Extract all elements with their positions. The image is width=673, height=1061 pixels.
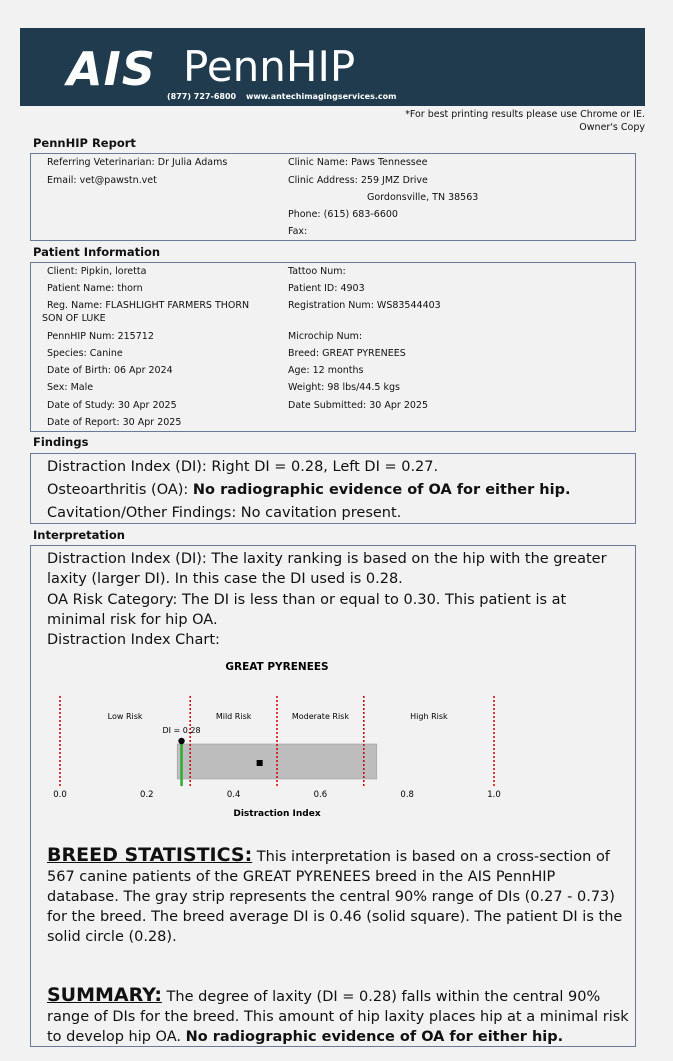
clinic-name-field bbox=[288, 157, 427, 168]
sex-label: Sex: bbox=[47, 382, 68, 393]
reg-name-line1: FLASHLIGHT FARMERS THORN bbox=[105, 300, 250, 311]
study-date-value: 30 Apr 2025 bbox=[117, 400, 177, 411]
tattoo-label: Tattoo Num: bbox=[288, 266, 346, 277]
report-date-value: 30 Apr 2025 bbox=[122, 417, 182, 428]
registration-value: WS83544403 bbox=[376, 300, 441, 311]
email-value: vet@pawstn.vet bbox=[79, 175, 157, 186]
x-tick-label: 0.6 bbox=[313, 790, 328, 800]
breed-label: Breed: bbox=[288, 348, 320, 359]
reg-name-line2: SON OF LUKE bbox=[42, 313, 106, 324]
chart-label: Distraction Index Chart: bbox=[47, 632, 220, 648]
dob-field bbox=[47, 365, 173, 376]
clinic-address-label: Clinic Address: bbox=[288, 175, 358, 186]
summary-text: The degree of laxity (DI = 0.28) falls within the central 90% range of DIs for the breed. This amount of hip laxity places hip at a minimal risk to develop hip OA. bbox=[47, 989, 629, 1045]
pennhip-num-label: PennHIP Num: bbox=[47, 331, 115, 342]
clinic-address-field bbox=[288, 175, 428, 186]
distraction-index-chart bbox=[40, 655, 540, 825]
age-value: 12 months bbox=[312, 365, 364, 376]
summary-heading: SUMMARY: bbox=[47, 984, 162, 1006]
referring-vet-field bbox=[47, 157, 227, 168]
header-website: www.antechimagingservices.com bbox=[246, 92, 397, 101]
breed-statistics-heading: BREED STATISTICS: bbox=[47, 844, 253, 866]
report-section-title: PennHIP Report bbox=[33, 136, 136, 150]
registration-label: Registration Num: bbox=[288, 300, 374, 311]
species-field bbox=[47, 348, 123, 359]
breed-statistics-text: This interpretation is based on a cross-section of 567 canine patients of the GREAT PYRENEES breed in the AIS PennHIP database. The gray strip represents the central 90% range of DIs (0.27 - 0.73) for the breed. The breed average DI is 0.46 (solid square). The patient DI is the solid circle (0.28). bbox=[47, 849, 623, 945]
patient-section-title: Patient Information bbox=[33, 245, 161, 259]
report-date-label: Date of Report: bbox=[47, 417, 120, 428]
client-field bbox=[47, 266, 146, 277]
pennhip-logo: PennHIP bbox=[183, 42, 356, 91]
clinic-address-line1: 259 JMZ Drive bbox=[360, 175, 428, 186]
interpretation-risk: OA Risk Category: The DI is less than or equal to 0.30. This patient is at minimal risk for hip OA. bbox=[47, 592, 567, 628]
risk-zone-label: Mild Risk bbox=[215, 712, 252, 721]
weight-value: 98 lbs/44.5 kgs bbox=[327, 382, 400, 393]
print-note-text: *For best printing results please use Chrome or IE. bbox=[405, 109, 645, 120]
breed-statistics bbox=[47, 845, 631, 947]
client-label: Client: bbox=[47, 266, 78, 277]
findings-cavitation: Cavitation/Other Findings: No cavitation present. bbox=[47, 505, 402, 521]
x-tick-label: 0.0 bbox=[53, 790, 67, 800]
clinic-phone-label: Phone: bbox=[288, 209, 321, 220]
submitted-label: Date Submitted: bbox=[288, 400, 367, 411]
risk-zone-label: Low Risk bbox=[107, 712, 143, 721]
species-label: Species: bbox=[47, 348, 87, 359]
weight-label: Weight: bbox=[288, 382, 325, 393]
clinic-fax-label: Fax: bbox=[288, 226, 308, 237]
findings-oa-label: Osteoarthritis (OA): bbox=[47, 482, 193, 498]
clinic-name-label: Clinic Name: bbox=[288, 157, 349, 168]
report-date-field bbox=[47, 417, 181, 428]
patient-id-label: Patient ID: bbox=[288, 283, 338, 294]
breed-average-square bbox=[257, 760, 263, 766]
sex-field bbox=[47, 382, 93, 393]
submitted-value: 30 Apr 2025 bbox=[369, 400, 429, 411]
header-phone: (877) 727-6800 bbox=[167, 92, 237, 101]
pennhip-num-value: 215712 bbox=[117, 331, 154, 342]
referring-vet-label: Referring Veterinarian: bbox=[47, 157, 155, 168]
clinic-phone-field bbox=[288, 209, 398, 220]
patient-di-circle bbox=[178, 738, 184, 744]
patient-name-field bbox=[47, 283, 143, 294]
pennhip-num-field bbox=[47, 331, 154, 342]
patient-name-label: Patient Name: bbox=[47, 283, 115, 294]
study-date-label: Date of Study: bbox=[47, 400, 115, 411]
x-tick-label: 0.2 bbox=[140, 790, 154, 800]
patient-name-value: thorn bbox=[117, 283, 143, 294]
tattoo-field bbox=[288, 266, 346, 277]
chart-x-axis-label: Distraction Index bbox=[233, 809, 321, 819]
copy-label: Owner's Copy bbox=[579, 122, 645, 133]
email-label: Email: bbox=[47, 175, 77, 186]
client-value: Pipkin, loretta bbox=[80, 266, 147, 277]
clinic-phone-value: (615) 683-6600 bbox=[323, 209, 398, 220]
interpretation-section-title: Interpretation bbox=[33, 528, 125, 542]
age-field bbox=[288, 365, 364, 376]
species-value: Canine bbox=[89, 348, 123, 359]
age-label: Age: bbox=[288, 365, 310, 376]
ais-logo: AIS bbox=[67, 42, 156, 96]
patient-di-label: DI = 0.28 bbox=[162, 726, 201, 735]
submitted-field bbox=[288, 400, 428, 411]
findings-oa-value: No radiographic evidence of OA for either hip. bbox=[192, 482, 571, 498]
findings-section-title: Findings bbox=[33, 435, 89, 449]
x-tick-label: 1.0 bbox=[487, 790, 501, 800]
print-note bbox=[405, 108, 645, 134]
risk-zone-label: Moderate Risk bbox=[291, 712, 349, 721]
findings-oa bbox=[47, 480, 627, 500]
patient-id-field bbox=[288, 283, 365, 294]
microchip-field bbox=[288, 331, 362, 342]
email-field bbox=[47, 175, 157, 186]
interpretation-di: Distraction Index (DI): The laxity ranking is based on the hip with the greater laxity (larger DI). In this case the DI used is 0.28. bbox=[47, 551, 607, 587]
reg-name-label: Reg. Name: bbox=[47, 300, 103, 311]
header-banner bbox=[20, 28, 645, 106]
dob-value: 06 Apr 2024 bbox=[113, 365, 173, 376]
dob-label: Date of Birth: bbox=[47, 365, 111, 376]
chart-title: GREAT PYRENEES bbox=[225, 661, 329, 673]
x-tick-label: 0.4 bbox=[226, 790, 241, 800]
x-tick-label: 0.8 bbox=[400, 790, 414, 800]
study-date-field bbox=[47, 400, 177, 411]
findings-di: Distraction Index (DI): Right DI = 0.28, Left DI = 0.27. bbox=[47, 459, 439, 475]
referring-vet-value: Dr Julia Adams bbox=[157, 157, 228, 168]
microchip-label: Microchip Num: bbox=[288, 331, 363, 342]
breed-field bbox=[288, 348, 406, 359]
patient-id-value: 4903 bbox=[340, 283, 365, 294]
risk-zone-label: High Risk bbox=[410, 712, 448, 721]
reg-name-field bbox=[47, 300, 249, 311]
breed-value: GREAT PYRENEES bbox=[322, 348, 406, 359]
clinic-address-line2: Gordonsville, TN 38563 bbox=[367, 192, 479, 203]
clinic-fax-field bbox=[288, 226, 307, 237]
clinic-name-value: Paws Tennessee bbox=[351, 157, 428, 168]
sex-value: Male bbox=[70, 382, 94, 393]
weight-field bbox=[288, 382, 400, 393]
summary-bold: No radiographic evidence of OA for either hip. bbox=[185, 1029, 564, 1045]
summary bbox=[47, 985, 631, 1047]
registration-field bbox=[288, 300, 441, 311]
